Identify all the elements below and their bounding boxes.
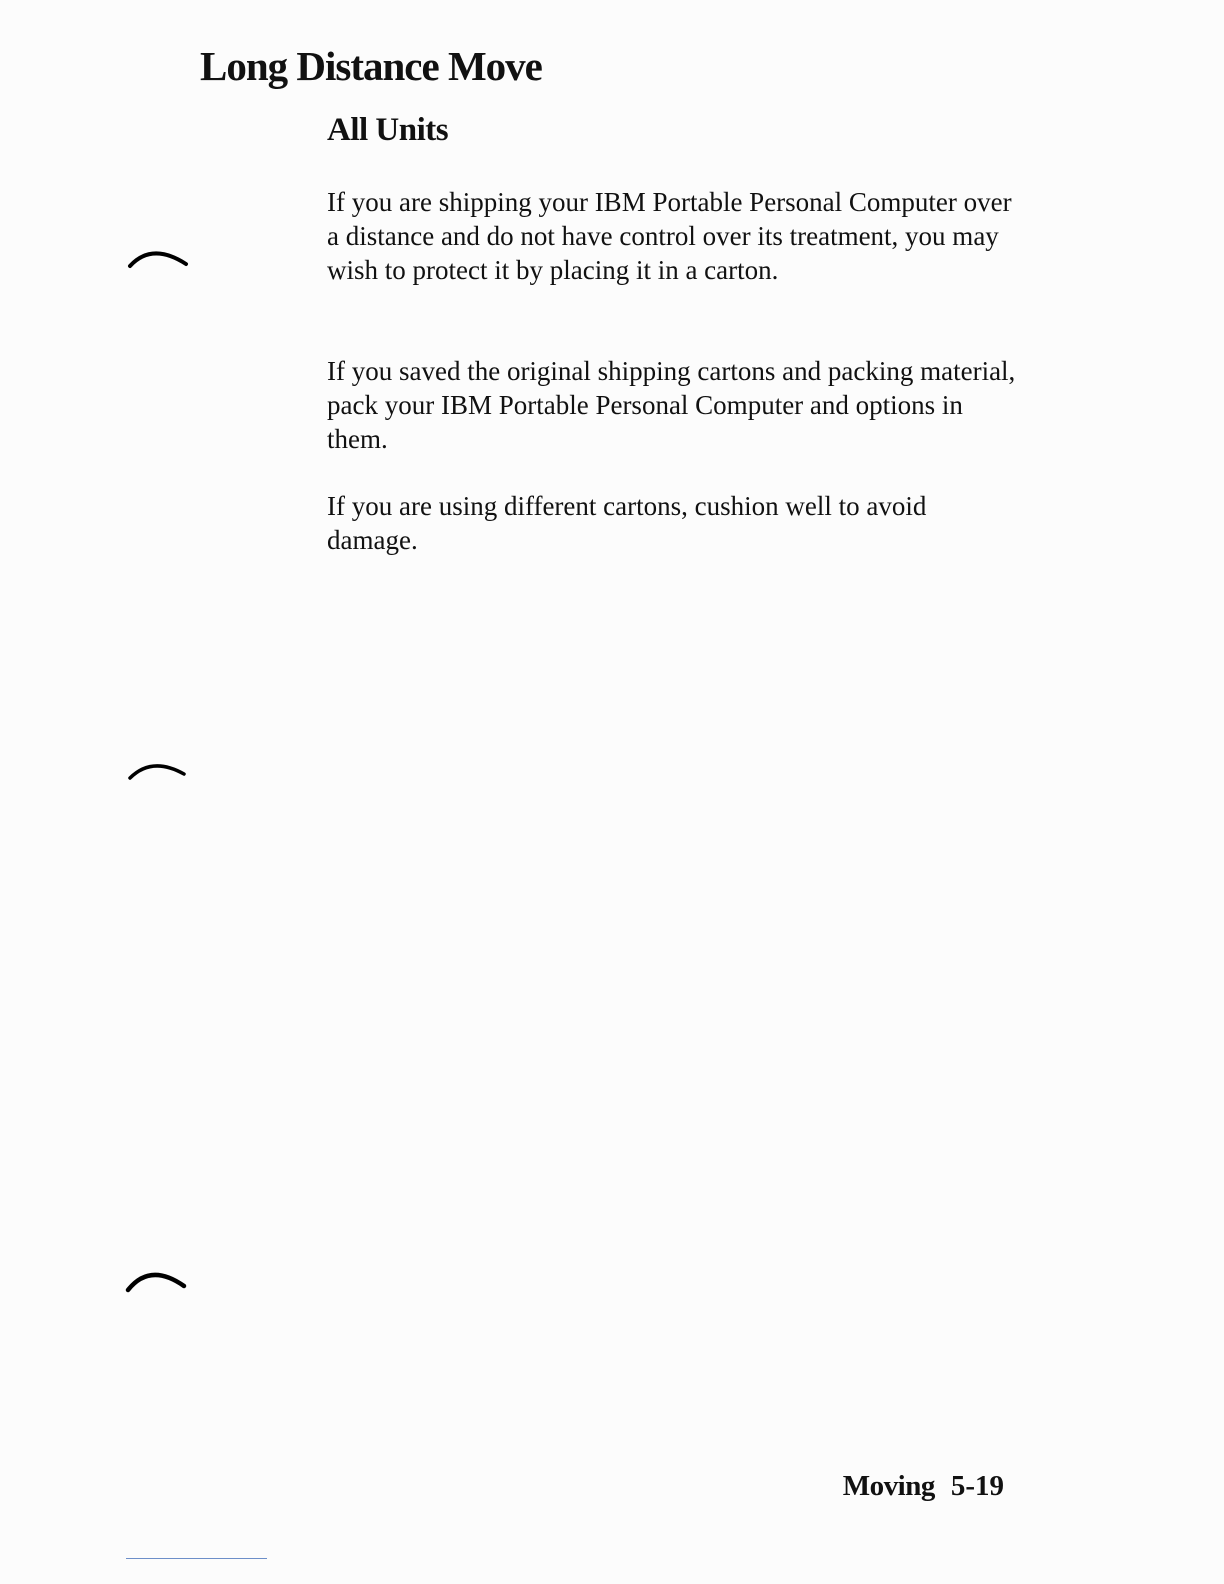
paragraph-different-cartons: If you are using different cartons, cushion well to avoid damage. (327, 491, 927, 555)
footer-section-title: Moving (842, 1470, 935, 1502)
footer-rule (126, 1558, 267, 1559)
binder-hole-mark-middle (124, 756, 190, 786)
page-footer (843, 1470, 1004, 1503)
section-subheading: All Units (327, 112, 449, 148)
binder-hole-mark-bottom (124, 1264, 190, 1294)
paragraph-shipping: If you are shipping your IBM Portable Personal Computer over a distance and do not have control over its treatment, you may wish to protect it by placing it in a carton. (327, 187, 1012, 285)
binder-hole-mark-top (124, 244, 190, 274)
footer-page-number: 5-19 (950, 1470, 1004, 1502)
paragraph-original-cartons: If you saved the original shipping cartons and packing material, pack your IBM Portable Personal Computer and options in them. (327, 356, 1016, 454)
page-heading: Long Distance Move (200, 43, 542, 89)
